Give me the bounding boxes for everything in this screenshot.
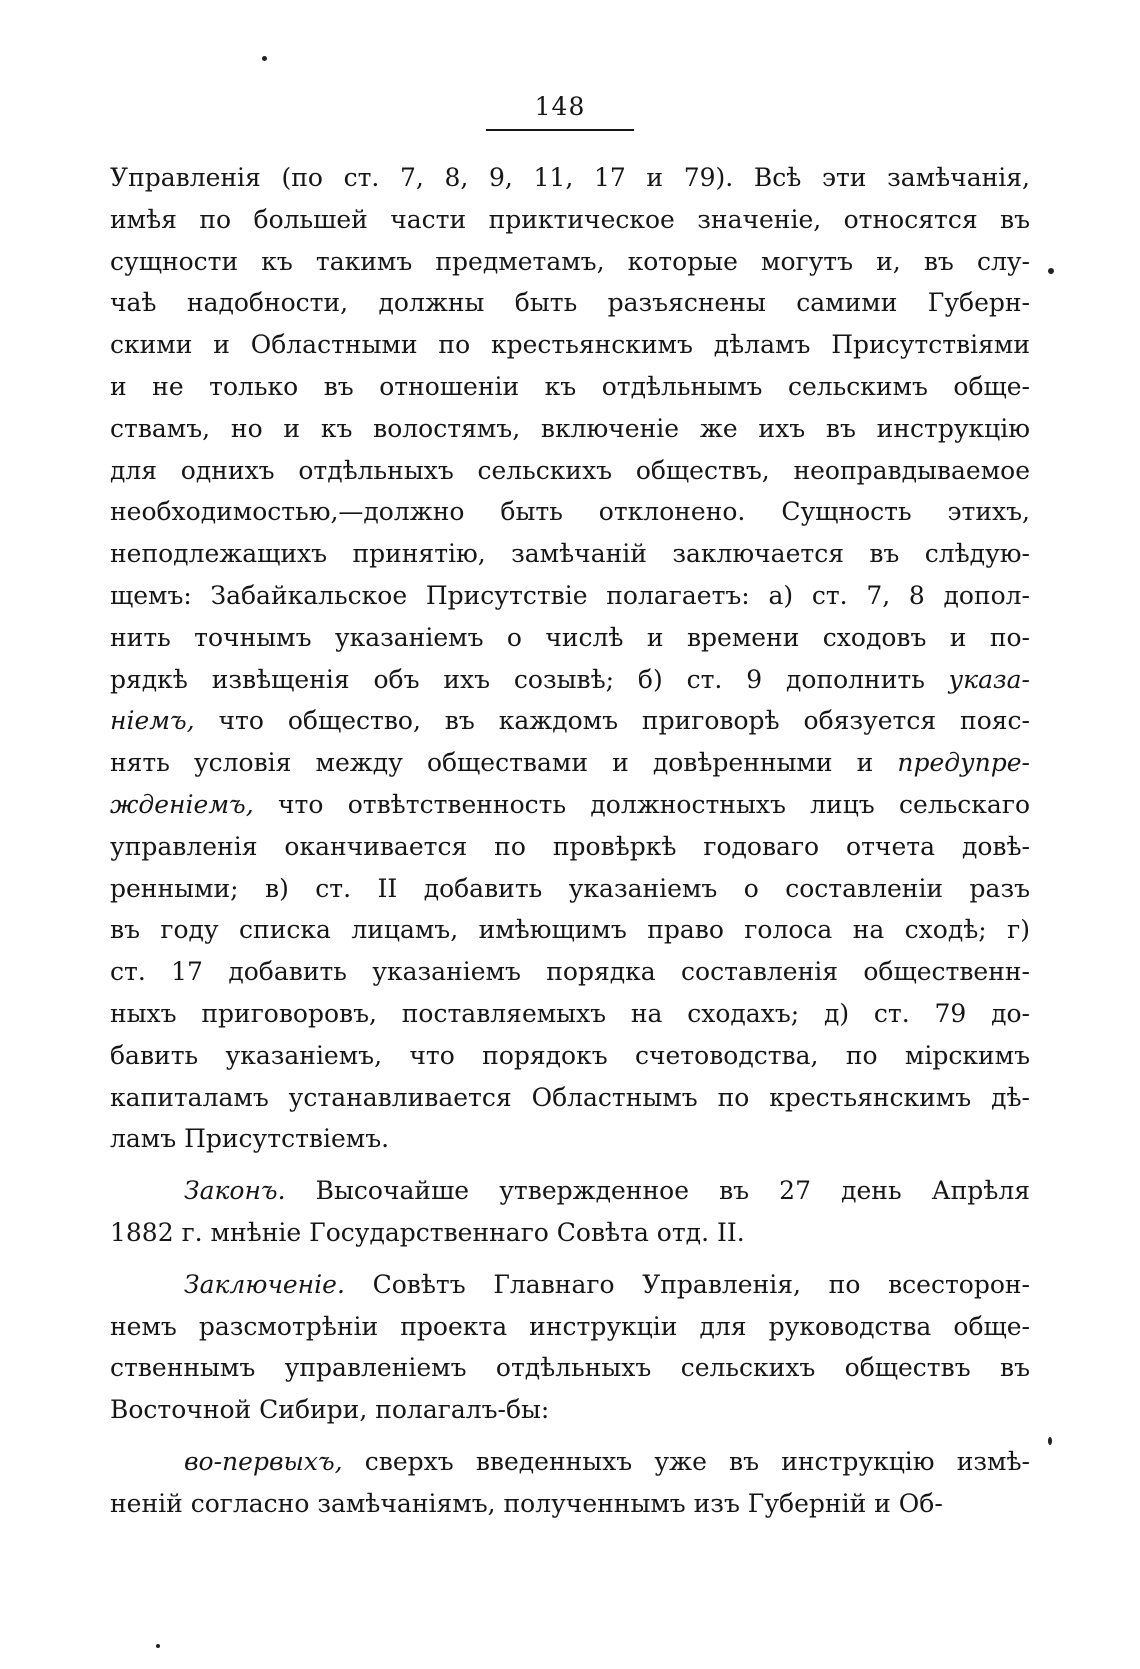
text-line: [110, 951, 1030, 993]
text-segment: капиталамъ устанавливается Областнымъ по крестьянскимъ дѣ-: [110, 1082, 1030, 1112]
text-segment: щемъ: Забайкальское Присутствіе полагаетъ: а) ст. 7, 8 допол-: [110, 580, 1030, 610]
text-line: [110, 826, 1030, 868]
text-segment: неній согласно замѣчаніямъ, полученнымъ изъ Губерній и Об-: [110, 1488, 943, 1518]
text-segment: неподлежащихъ принятію, замѣчаній заключается въ слѣдую-: [110, 539, 1030, 569]
text-line: [110, 1483, 1030, 1525]
text-line: [110, 1264, 1030, 1306]
text-segment: Управленія (по ст. 7, 8, 9, 11, 17 и 79). Всѣ эти замѣчанія,: [110, 163, 1030, 192]
text-line: [110, 1170, 1030, 1212]
text-line: [110, 1306, 1030, 1348]
text-line: [110, 533, 1030, 575]
text-segment: сверхъ введенныхъ уже въ инструкцію измѣ-: [342, 1446, 1030, 1476]
text-segment: скими и Областными по крестьянскимъ дѣламъ Присутствіями: [110, 330, 1030, 360]
text-segment: что отвѣтственность должностныхъ лицъ сельскаго: [253, 789, 1030, 819]
text-segment: въ году списка лицамъ, имѣющимъ право голоса на сходѣ; г): [110, 915, 1030, 945]
text-segment: ственнымъ управленіемъ отдѣльныхъ сельскихъ обществъ въ: [110, 1353, 1030, 1383]
text-line: [110, 993, 1030, 1035]
text-segment: ныхъ приговоровъ, поставляемыхъ на сходахъ; д) ст. 79 до-: [110, 998, 1030, 1028]
text-line: [110, 450, 1030, 492]
text-segment: нять условія между обществами и довѣренными и: [110, 748, 898, 778]
text-segment: и не только въ отношеніи къ отдѣльнымъ сельскимъ обще-: [110, 371, 1030, 401]
text-line: [110, 1118, 1030, 1160]
scan-speck: [262, 56, 267, 61]
text-line: [110, 491, 1030, 533]
text-line: [110, 366, 1030, 408]
text-segment: имѣя по большей части приктическое значеніе, относятся въ: [110, 204, 1030, 234]
text-line: [110, 1389, 1030, 1431]
text-line: [110, 909, 1030, 951]
page-number-underline: [486, 129, 634, 131]
text-line: [110, 742, 1030, 784]
text-line: [110, 784, 1030, 826]
text-line: [110, 1441, 1030, 1483]
text-segment: чаѣ надобности, должны быть разъяснены самими Губерн-: [110, 288, 1030, 318]
text-segment: для однихъ отдѣльныхъ сельскихъ обществъ, неоправдываемое: [110, 455, 1030, 485]
text-segment: ламъ Присутствіемъ.: [110, 1124, 390, 1154]
text-segment: управленія оканчивается по провѣркѣ годоваго отчета довѣ-: [110, 831, 1030, 861]
italic-text-segment: жденіемъ,: [110, 789, 254, 819]
text-segment: немъ разсмотрѣніи проекта инструкціи для руководства обще-: [110, 1311, 1030, 1341]
scan-speck: [156, 1644, 160, 1648]
italic-text-segment: ніемъ,: [110, 706, 195, 736]
text-segment: необходимостью,—должно быть отклонено. Сущность этихъ,: [110, 497, 1030, 527]
italic-text-segment: предупре-: [897, 748, 1030, 778]
scan-speck: [1048, 268, 1054, 274]
italic-text-segment: Заключеніе.: [184, 1269, 345, 1299]
text-segment: сущности къ такимъ предметамъ, которые могутъ и, въ слу-: [110, 246, 1030, 276]
text-segment: ренными; в) ст. II добавить указаніемъ о составленіи разъ: [110, 873, 1030, 903]
text-segment: Совѣтъ Главнаго Управленія, по всесторон-: [344, 1269, 1030, 1299]
text-line: [110, 868, 1030, 910]
text-line: [110, 1077, 1030, 1119]
text-segment: 1882 г. мнѣніе Государственнаго Совѣта отд. II.: [110, 1217, 745, 1247]
italic-text-segment: во-первыхъ,: [184, 1446, 343, 1476]
text-line: [110, 157, 1030, 199]
text-line: [110, 1347, 1030, 1389]
text-segment: ст. 17 добавить указаніемъ порядка составленія общественн-: [110, 957, 1030, 987]
text-line: [110, 617, 1030, 659]
text-line: [110, 199, 1030, 241]
text-segment: что общество, въ каждомъ приговорѣ обязуется пояс-: [194, 706, 1030, 736]
italic-text-segment: указа-: [948, 664, 1030, 694]
text-line: [110, 1035, 1030, 1077]
text-segment: нить точнымъ указаніемъ о числѣ и времени сходовъ и по-: [110, 622, 1030, 652]
text-line: [110, 241, 1030, 283]
text-segment: бавить указаніемъ, что порядокъ счетоводства, по мірскимъ: [110, 1040, 1030, 1070]
text-line: [110, 408, 1030, 450]
text-segment: ствамъ, но и къ волостямъ, включеніе же ихъ въ инструкцію: [110, 413, 1030, 443]
scan-speck: [1048, 1437, 1052, 1445]
text-line: [110, 700, 1030, 742]
text-line: [110, 659, 1030, 701]
page-number: 148: [534, 92, 586, 121]
text-line: [110, 324, 1030, 366]
text-segment: Высочайше утвержденное въ 27 день Апрѣля: [285, 1176, 1030, 1206]
body-text: [110, 157, 1030, 1525]
text-segment: рядкѣ извѣщенія объ ихъ созывѣ; б) ст. 9 дополнить: [110, 664, 949, 694]
text-line: [110, 282, 1030, 324]
italic-text-segment: Законъ.: [184, 1176, 286, 1206]
text-line: [110, 575, 1030, 617]
text-line: [110, 1212, 1030, 1254]
text-segment: Восточной Сибири, полагалъ-бы:: [110, 1395, 550, 1425]
